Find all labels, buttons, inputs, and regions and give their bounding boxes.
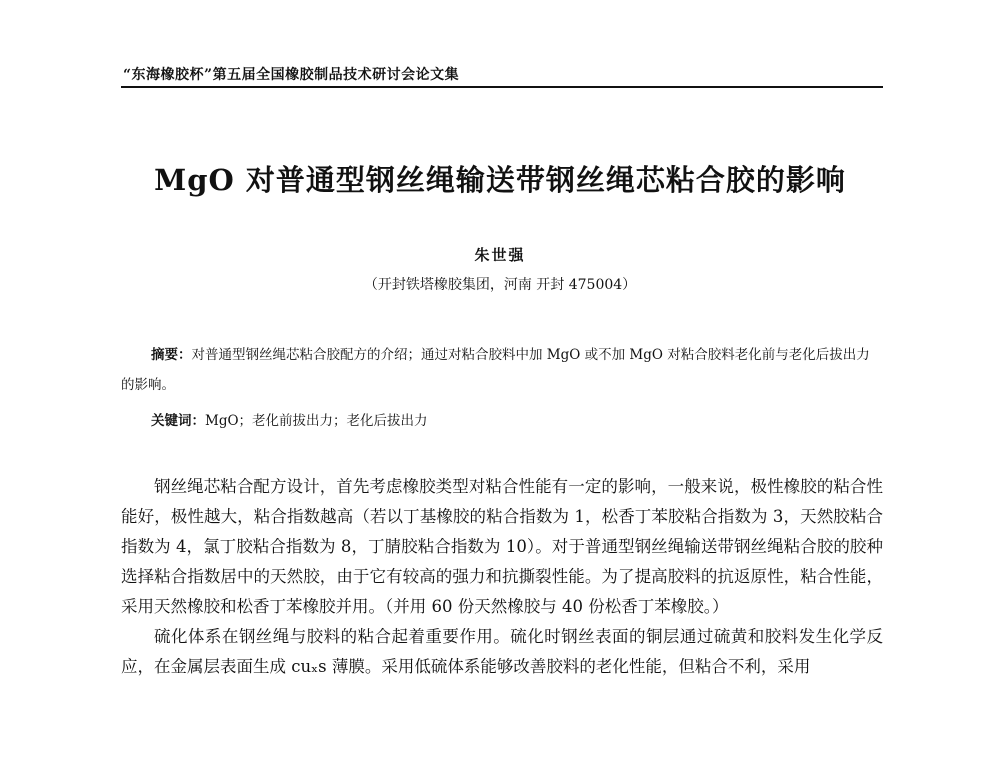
header-rule xyxy=(121,86,883,88)
keywords-text: MgO；老化前拔出力；老化后拔出力 xyxy=(205,413,428,429)
author-name: 朱世强 xyxy=(474,246,526,264)
abstract-label: 摘要： xyxy=(151,347,192,363)
author-affiliation: （开封铁塔橡胶集团，河南 开封 475004） xyxy=(363,277,637,293)
body-paragraph-2: 硫化体系在钢丝绳与胶料的粘合起着重要作用。硫化时钢丝表面的铜层通过硫黄和胶料发生化学反应，在金属层表面生成 cuₓs 薄膜。采用低硫体系能够改善胶料的老化性能，但粘合不利，采用 xyxy=(121,627,883,676)
running-header: “东海橡胶杯”第五届全国橡胶制品技术研讨会论文集 xyxy=(123,67,460,83)
paper-title: MgO 对普通型钢丝绳输送带钢丝绳芯粘合胶的影响 xyxy=(154,163,846,197)
keywords-label: 关键词： xyxy=(151,413,205,429)
keywords xyxy=(151,407,883,435)
abstract xyxy=(121,340,883,400)
body-paragraph-1: 钢丝绳芯粘合配方设计，首先考虑橡胶类型对粘合性能有一定的影响，一般来说，极性橡胶的粘合性能好，极性越大，粘合指数越高（若以丁基橡胶的粘合指数为 1，松香丁苯胶粘合指数为 3，天然胶粘合指数为 4，氯丁胶粘合指数为 8，丁腈胶粘合指数为 10）。对于普通型钢丝绳输送带钢丝绳粘合胶的胶种选择粘合指数居中的天然胶，由于它有较高的强力和抗撕裂性能。为了提高胶料的抗返原性，粘合性能，采用天然橡胶和松香丁苯橡胶并用。（并用 60 份天然橡胶与 40 份松香丁苯橡胶。） xyxy=(121,477,883,616)
abstract-text: 对普通型钢丝绳芯粘合胶配方的介绍；通过对粘合胶料中加 MgO 或不加 MgO 对粘合胶料老化前与老化后拔出力的影响。 xyxy=(121,347,870,393)
body-text xyxy=(121,472,883,760)
